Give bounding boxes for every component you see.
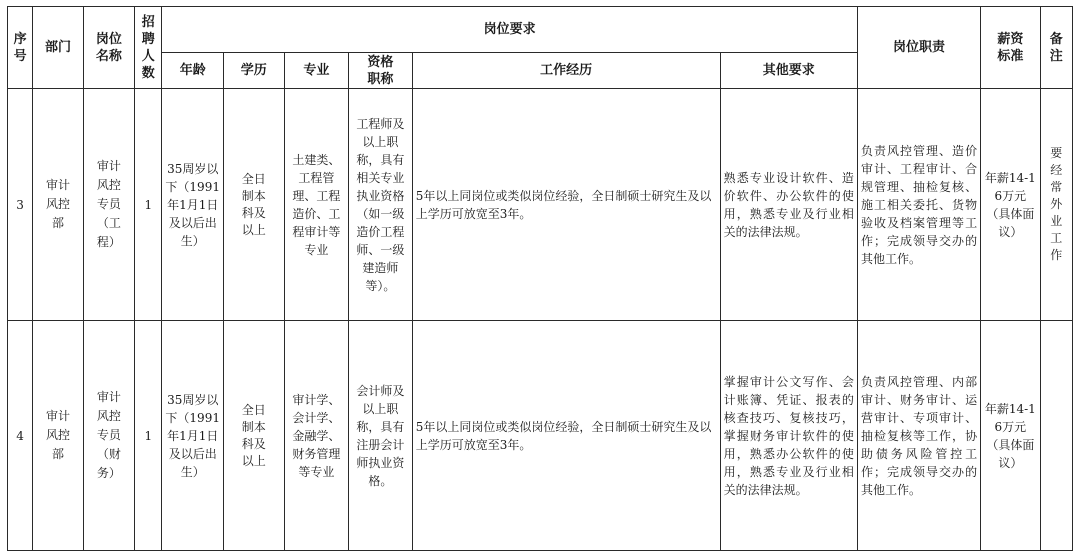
cell-major: 土建类、工程管理、工程造价、工程审计等专业: [284, 89, 349, 321]
header-education: 学历: [223, 53, 284, 89]
cell-dept: 审计风控部: [33, 321, 83, 551]
header-hires: 招聘人数: [135, 7, 162, 89]
header-seq: 序号: [8, 7, 33, 89]
header-age: 年龄: [162, 53, 224, 89]
cell-seq: 4: [8, 321, 33, 551]
header-major: 专业: [284, 53, 349, 89]
header-dept: 部门: [33, 7, 83, 89]
cell-education: 全日制本科及以上: [223, 89, 284, 321]
header-duties: 岗位职责: [857, 7, 980, 89]
header-requirements: 岗位要求: [162, 7, 858, 53]
cell-duties: 负责风控管理、造价审计、工程审计、合规管理、抽检复核、施工相关委托、货物验收及档案管理等工作；完成领导交办的其他工作。: [857, 89, 980, 321]
cell-other: 熟悉专业设计软件、造价软件、办公软件的使用，熟悉专业及行业相关的法律法规。: [720, 89, 857, 321]
table-row: [8, 321, 1073, 551]
header-remarks: 备注: [1040, 7, 1072, 89]
header-salary: 薪资标准: [981, 7, 1041, 89]
cell-seq: 3: [8, 89, 33, 321]
cell-post-name: 审计风控专员（财务）: [83, 321, 134, 551]
recruitment-table: [7, 6, 1073, 551]
cell-experience: 5年以上同岗位或类似岗位经验，全日制硕士研究生及以上学历可放宽至3年。: [412, 321, 720, 551]
table-row: [8, 89, 1073, 321]
cell-qualification: 会计师及以上职称，具有注册会计师执业资格。: [349, 321, 413, 551]
header-experience: 工作经历: [412, 53, 720, 89]
cell-hires: 1: [135, 321, 162, 551]
cell-post-name: 审计风控专员（工程）: [83, 89, 134, 321]
header-qualification: 资格职称: [349, 53, 413, 89]
header-post-name: 岗位名称: [83, 7, 134, 89]
cell-hires: 1: [135, 89, 162, 321]
cell-experience: 5年以上同岗位或类似岗位经验，全日制硕士研究生及以上学历可放宽至3年。: [412, 89, 720, 321]
cell-major: 审计学、会计学、金融学、财务管理等专业: [284, 321, 349, 551]
cell-remarks: 要经常外业工作: [1040, 89, 1072, 321]
cell-age: 35周岁以下（1991年1月1日及以后出生）: [162, 89, 224, 321]
cell-remarks: [1040, 321, 1072, 551]
header-row-1: [8, 7, 1073, 53]
cell-dept: 审计风控部: [33, 89, 83, 321]
cell-salary: 年薪14-16万元（具体面议）: [981, 89, 1041, 321]
header-other: 其他要求: [720, 53, 857, 89]
cell-duties: 负责风控管理、内部审计、财务审计、运营审计、专项审计、抽检复核等工作，协助债务风险管控工作；完成领导交办的其他工作。: [857, 321, 980, 551]
cell-age: 35周岁以下（1991年1月1日及以后出生）: [162, 321, 224, 551]
cell-other: 掌握审计公文写作、会计账簿、凭证、报表的核查技巧、复核技巧，掌握财务审计软件的使用，熟悉办公软件的使用，熟悉专业及行业相关的法律法规。: [720, 321, 857, 551]
cell-qualification: 工程师及以上职称，具有相关专业执业资格（如一级造价工程师、一级建造师等）。: [349, 89, 413, 321]
cell-education: 全日制本科及以上: [223, 321, 284, 551]
cell-salary: 年薪14-16万元（具体面议）: [981, 321, 1041, 551]
